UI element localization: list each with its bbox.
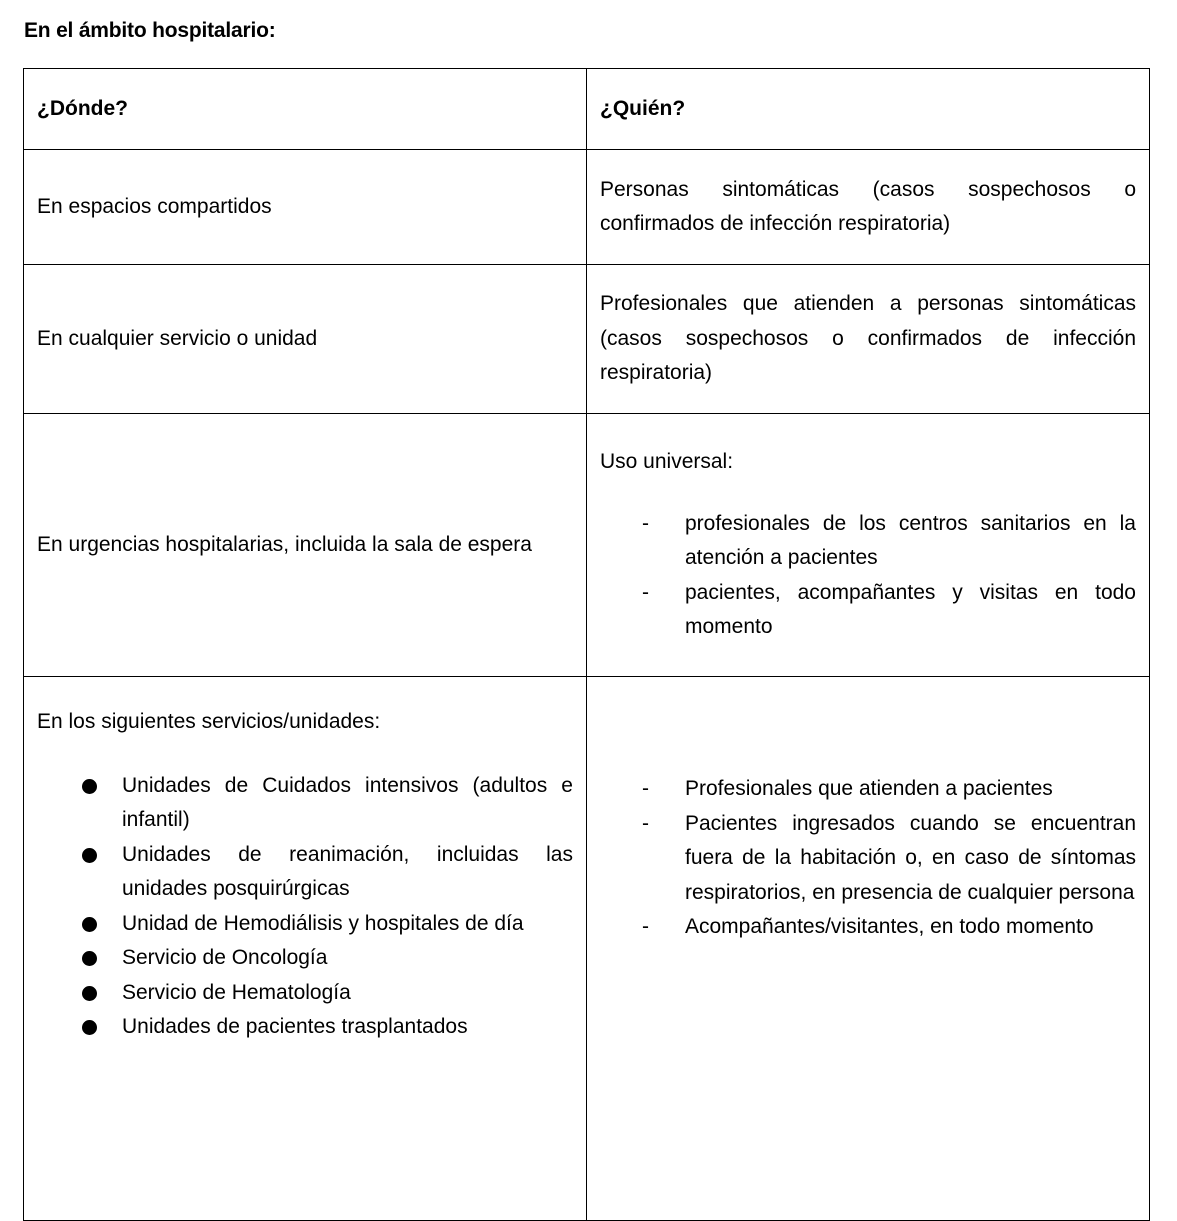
masks-usage-table xyxy=(23,68,1150,1221)
list-item-text: Pacientes ingresados cuando se encuentran fuera de la habitación o, en caso de síntomas respiratorios, en presencia de cualquier persona xyxy=(685,811,1136,904)
where-intro: En los siguientes servicios/unidades: xyxy=(37,710,381,733)
dash-marker: - xyxy=(642,511,649,535)
list-item-text: pacientes, acompañantes y visitas en todo momento xyxy=(685,580,1136,639)
list-item-text: Unidades de Cuidados intensivos (adultos e infantil) xyxy=(122,773,573,831)
list-item-text: Acompañantes/visitantes, en todo momento xyxy=(685,915,1094,938)
table-row xyxy=(24,150,1150,265)
header-who: ¿Quién? xyxy=(587,69,1150,150)
cell-who: Personas sintomáticas (casos sospechosos o confirmados de infección respiratoria) xyxy=(587,150,1150,265)
cell-who xyxy=(587,677,1150,1221)
list-item-text: profesionales de los centros sanitarios en la atención a pacientes xyxy=(685,511,1136,570)
list-item-text: Unidades de reanimación, incluidas las unidades posquirúrgicas xyxy=(122,842,573,900)
bullet-icon xyxy=(82,986,97,1001)
dash-marker: - xyxy=(642,580,649,604)
cell-where: En espacios compartidos xyxy=(24,150,587,265)
cell-where: En cualquier servicio o unidad xyxy=(24,265,587,414)
bullet-icon xyxy=(82,917,97,932)
list-item xyxy=(37,838,573,907)
dash-marker: - xyxy=(642,915,649,938)
list-item xyxy=(600,772,1136,807)
list-item-text: Unidad de Hemodiálisis y hospitales de día xyxy=(122,911,524,935)
list-item xyxy=(37,941,573,976)
units-list xyxy=(37,769,573,1045)
list-item-text: Unidades de pacientes trasplantados xyxy=(122,1015,468,1038)
who-list xyxy=(600,772,1136,945)
cell-where xyxy=(24,677,587,1221)
table-header-row xyxy=(24,69,1150,150)
list-item xyxy=(600,507,1136,576)
header-where: ¿Dónde? xyxy=(24,69,587,150)
who-list xyxy=(600,507,1136,645)
bullet-icon xyxy=(82,1020,97,1035)
cell-where: En urgencias hospitalarias, incluida la sala de espera xyxy=(24,414,587,677)
list-item xyxy=(37,1010,573,1045)
dash-marker: - xyxy=(642,777,649,800)
list-item xyxy=(37,976,573,1011)
list-item xyxy=(37,907,573,942)
bullet-icon xyxy=(82,848,97,863)
list-item xyxy=(600,576,1136,645)
cell-who: Profesionales que atienden a personas sintomáticas (casos sospechosos o confirmados de infección respiratoria) xyxy=(587,265,1150,414)
section-title: En el ámbito hospitalario: xyxy=(24,19,276,42)
list-item xyxy=(600,807,1136,911)
bullet-icon xyxy=(82,779,97,794)
list-item xyxy=(600,910,1136,945)
table-row xyxy=(24,414,1150,677)
table-row xyxy=(24,265,1150,414)
cell-who xyxy=(587,414,1150,677)
dash-marker: - xyxy=(642,811,649,835)
who-intro: Uso universal: xyxy=(600,450,734,474)
list-item-text: Servicio de Hematología xyxy=(122,980,351,1004)
table-row xyxy=(24,677,1150,1221)
list-item xyxy=(37,769,573,838)
bullet-icon xyxy=(82,951,97,966)
list-item-text: Profesionales que atienden a pacientes xyxy=(685,777,1053,800)
list-item-text: Servicio de Oncología xyxy=(122,946,328,969)
